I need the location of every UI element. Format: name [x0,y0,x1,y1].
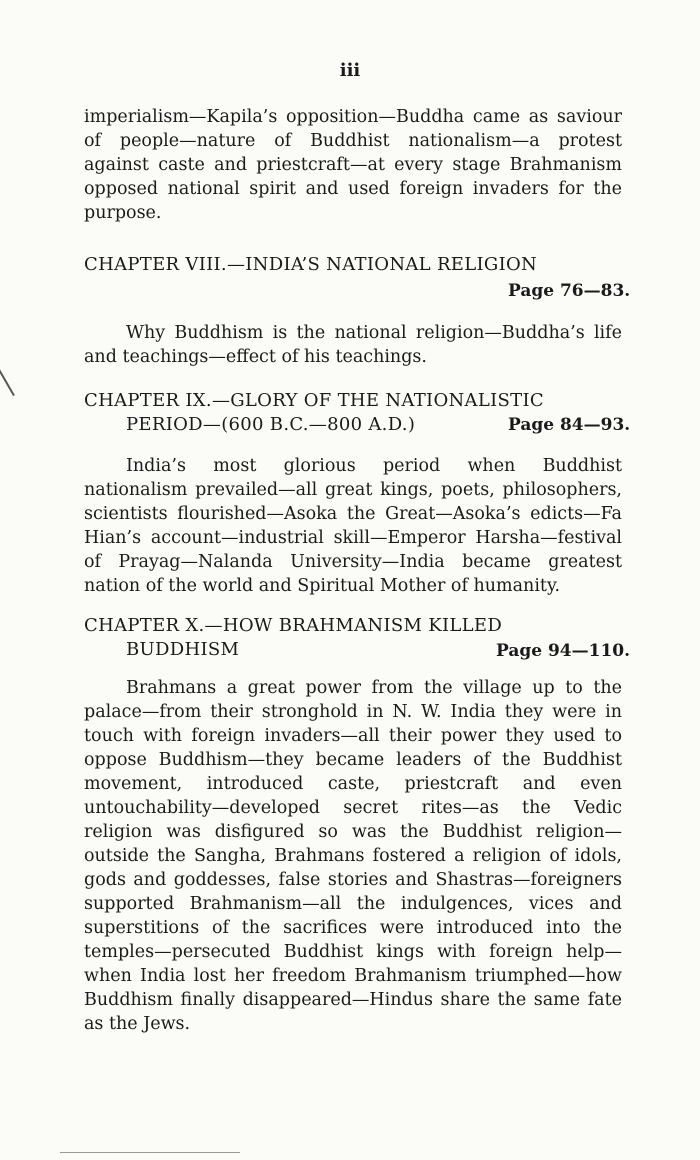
page-number: iii [339,60,361,81]
scan-mark-bottom [60,1152,240,1153]
chapter-8-pages: Page 76—83. [508,281,631,301]
chapter-9-pages: Page 84—93. [508,415,631,435]
scan-mark-left [0,364,15,396]
intro-paragraph: imperialism—Kapila’s opposition—Buddha came as saviour of people—nature of Buddhist nationalism—a protest against caste and priestcraft—at every stage Brahmanism opposed national spirit and used foreign invaders for the purpose. [84,107,622,223]
chapter-8-heading [84,253,626,277]
chapter-9-title: CHAPTER IX.—GLORY OF THE NATIONALISTIC [84,390,544,411]
chapter-9-title-line2: PERIOD—(600 B.C.—800 A.D.) [126,414,416,435]
chapter-9-summary: India’s most glorious period when Buddhist nationalism prevailed—all great kings, poets, philosophers, scientists flourished—Asoka the Great—Asoka’s edicts—Fa Hian’s account—industrial skill—Emperor Harsha—festival of Prayag—Nalanda University—India became greatest nation of the world and Spiritual Mother of humanity. [84,456,622,596]
chapter-10-summary: Brahmans a great power from the village up to the palace—from their stronghold in N. W. India they were in touch with foreign invaders—all their power they used to oppose Buddhism—they became leaders of the Buddhist movement, introduced caste, priestcraft and even untouchability—developed secret rites—as the Vedic religion was disfigured so was the Buddhist religion—outside the Sangha, Brahmans fostered a religion of idols, gods and goddesses, false stories and Shastras—foreigners supported Brahmanism—all the indulgences, vices and superstitions of the sacrifices were introduced into the temples—persecuted Buddhist kings with foreign help—when India lost her freedom Brahmanism triumphed—how Buddhism finally disappeared—Hindus share the same fate as the Jews. [84,678,622,1034]
chapter-10-title-line2: BUDDHISM [126,639,240,660]
chapter-10-title: CHAPTER X.—HOW BRAHMANISM KILLED [84,615,503,636]
chapter-8-summary: Why Buddhism is the national religion—Buddha’s life and teachings—effect of his teachings. [84,323,622,367]
chapter-8-title: CHAPTER VIII.—INDIA’S NATIONAL RELIGION [84,254,538,275]
chapter-10-pages: Page 94—110. [496,641,631,661]
